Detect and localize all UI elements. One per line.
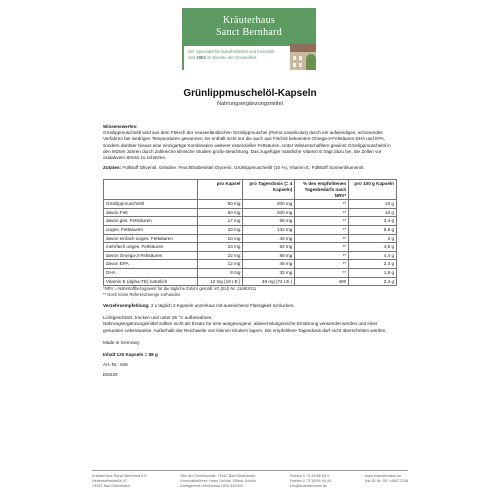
table-cell: 32 mg <box>243 268 295 277</box>
table-cell: 2,4 g <box>349 277 397 286</box>
table-cell: ** <box>295 217 349 226</box>
table-cell: 48 mg <box>243 260 295 269</box>
table-cell: 33 mg <box>197 225 243 234</box>
table-cell: 50 mg <box>197 208 243 217</box>
table-cell: 40 mg <box>243 234 295 243</box>
table-row-label: davon Fett <box>104 208 198 217</box>
footer-address: Kräuterhaus Sanct Bernhard KG Helfensteinstraße 47 73342 Bad Ditzenbach <box>92 474 147 488</box>
nutrition-table <box>103 179 397 286</box>
table-row <box>104 234 397 243</box>
table-cell: ** <box>295 260 349 269</box>
table-cell: 4,4 g <box>349 251 397 260</box>
table-row-label: Vitamin E (alpha-TE) natürlich <box>104 277 198 286</box>
table-cell: 3,4 g <box>349 217 397 226</box>
footer-contact: Telefon 0 73 34/96 54 0 Telefax 0 73 34/96 54 44 info@kraeuterhaus.de <box>289 474 332 488</box>
table-header-cell <box>104 180 198 200</box>
table-cell: 8 mg <box>197 268 243 277</box>
table-header-row <box>104 180 397 200</box>
tagline-year: 1903 <box>196 55 206 60</box>
label-code: Et0220 <box>103 372 118 378</box>
table-row-label: mehrfach unges. Fettsäuren <box>104 243 198 252</box>
table-cell: 23 mg <box>197 243 243 252</box>
table-cell: 48 mg (72 I.E.) <box>243 277 295 286</box>
table-row <box>104 251 397 260</box>
table-row <box>104 208 397 217</box>
table-row <box>104 277 397 286</box>
table-cell: ** <box>295 225 349 234</box>
table-row-label: Grünlippmuschelöl <box>104 200 198 209</box>
table-cell: 68 mg <box>243 217 295 226</box>
table-cell: 2,4 g <box>349 260 397 269</box>
zutaten-heading: Zutaten: <box>103 165 122 171</box>
zutaten-text: Füllstoff Olivenöl, Gelatine, Feuchthaltemittel Glycerin, Grünlippmuschelöl (10 %), Vitamin E, Füllstoff Sonnenblumenöl. <box>121 165 365 171</box>
zutaten-paragraph <box>103 165 397 171</box>
table-cell: ** <box>295 208 349 217</box>
table-header-cell: % des empfohlenen Tagesbedarfs nach NRV* <box>295 180 349 200</box>
table-cell: ** <box>295 200 349 209</box>
table-row <box>104 200 397 209</box>
table-cell: ** <box>295 268 349 277</box>
footer-web: www.kraeuterhaus.de Ust-ID-Nr. DE 145872248 <box>364 474 408 483</box>
table-cell: 1,6 g <box>349 268 397 277</box>
table-cell: 200 mg <box>243 200 295 209</box>
table-cell: ** <box>295 234 349 243</box>
table-cell: 22 mg <box>197 251 243 260</box>
table-cell: 132 mg <box>243 225 295 234</box>
article-number: Art.-Nr.: 846 <box>103 362 128 368</box>
building-photo <box>290 44 316 70</box>
table-row <box>104 260 397 269</box>
tagline-line2: Seit 1903 im Dienste der Gesundheit. <box>188 55 258 60</box>
verzehr-text: 2 x täglich 2 Kapseln unzerkaut mit ausreichend Flüssigkeit schlucken. <box>149 302 295 308</box>
table-row-label: davon Omega-3-Fettsäuren <box>104 251 198 260</box>
table-cell: 6,6 g <box>349 225 397 234</box>
table-cell: 12 mg (18 I.E.) <box>197 277 243 286</box>
table-cell: 400 <box>295 277 349 286</box>
wissen-heading: Wissenswertes: <box>103 124 138 129</box>
table-header-cell: pro Kapsel <box>197 180 243 200</box>
table-cell: 10 g <box>349 208 397 217</box>
table-cell: 12 mg <box>197 260 243 269</box>
table-cell: 88 mg <box>243 251 295 260</box>
made-in-text: Made in Germany <box>103 339 140 345</box>
table-header-cell: pro 100 g Kapseln <box>349 180 397 200</box>
table-cell: ** <box>295 251 349 260</box>
table-cell: 2 g <box>349 234 397 243</box>
product-subtitle: Nahrungsergänzungsmittel <box>217 101 283 107</box>
table-cell: 4,6 g <box>349 243 397 252</box>
hinweis-text: Nahrungsergänzungsmittel sollten nicht als Ersatz für eine ausgewogene, abwechslungsreiche Ernährung verwendet werden und einer gesunden Lebensweise. Außerhalb der Reichweite von kleinen Kindern lagern. Die empfohlene Tagesdosis darf nicht überschritten werden. <box>103 321 387 333</box>
table-row-label: unges. Fettsäuren <box>104 225 198 234</box>
table-header-cell: pro Tagesdosis (= 4 Kapseln) <box>243 180 295 200</box>
table-row <box>104 225 397 234</box>
table-row <box>104 217 397 226</box>
table-cell: 50 mg <box>197 200 243 209</box>
table-row-label: DHA <box>104 268 198 277</box>
product-title: Grünlippmuschelöl-Kapseln <box>183 88 317 99</box>
table-cell: 17 mg <box>197 217 243 226</box>
wissen-text: Grünlippmuschelöl wird aus dem Fleisch der neuseeländischen Grünlippmuschel (Perna canaliculus) durch ein aufwendiges, schonendes Verfahren bei niedrigen Temperaturen gewonnen. Es enthält nicht nur die auch aus Fischöl bekannten Omega-3-Fettsäuren DHA und EPA, sondern darüber hinaus eine einzigartige Kombination weiterer essenzieller Fettsäuren. Unter Wissenschaftlern gewinnt Grünlippmuschelöl in den letzten Jahren durch zahlreiche klinische Studien große Beachtung. Das zugefügte natürliche Vitamin E trägt dazu bei, die Zellen vor oxidativem Stress zu schützen. <box>103 130 391 161</box>
brand-name-line1: Kräuterhaus <box>222 15 276 26</box>
content-amount: Inhalt 120 Kapseln = 58 g <box>103 351 158 357</box>
table-cell: 10 g <box>349 200 397 209</box>
storage-text: Lichtgeschützt, trocken und unter 25 °C aufbewahren. <box>103 315 213 321</box>
brand-name-line2: Sanct Bernhard <box>215 27 283 38</box>
verzehr-heading: Verzehrsempfehlung: <box>103 302 150 308</box>
table-row-label: davon einfach unges. Fettsäuren <box>104 234 198 243</box>
table-cell: 200 mg <box>243 208 295 217</box>
table-row <box>104 243 397 252</box>
document-body <box>103 124 397 379</box>
page-footer <box>92 470 408 488</box>
footer-company-info: Sitz der Gesellschaft: 73342 Bad Ditzenbach Geschäftsführer: Hans Schütz, Ellinor Schütz Amtsgericht Ulm/Donau HRA 541000 <box>180 474 257 488</box>
table-cell: 92 mg <box>243 243 295 252</box>
table-cell: ** <box>295 243 349 252</box>
table-cell: 10 mg <box>197 234 243 243</box>
table-row <box>104 268 397 277</box>
tagline-line1: Der Spezialist für Naturheilmittel und Kosmetik. <box>188 49 276 54</box>
reference-footnote: ** Noch keine Referenzmenge vorhanden <box>103 291 181 297</box>
nrv-footnote: *NRV = Nährstoffbezugswert für die tägliche Zufuhr gemäß VO (EU) Nr. 1169/2011 <box>103 286 257 292</box>
brand-logo <box>182 8 316 46</box>
table-row-label: davon EPA <box>104 260 198 269</box>
table-row-label: davon ges. Fettsäuren <box>104 217 198 226</box>
